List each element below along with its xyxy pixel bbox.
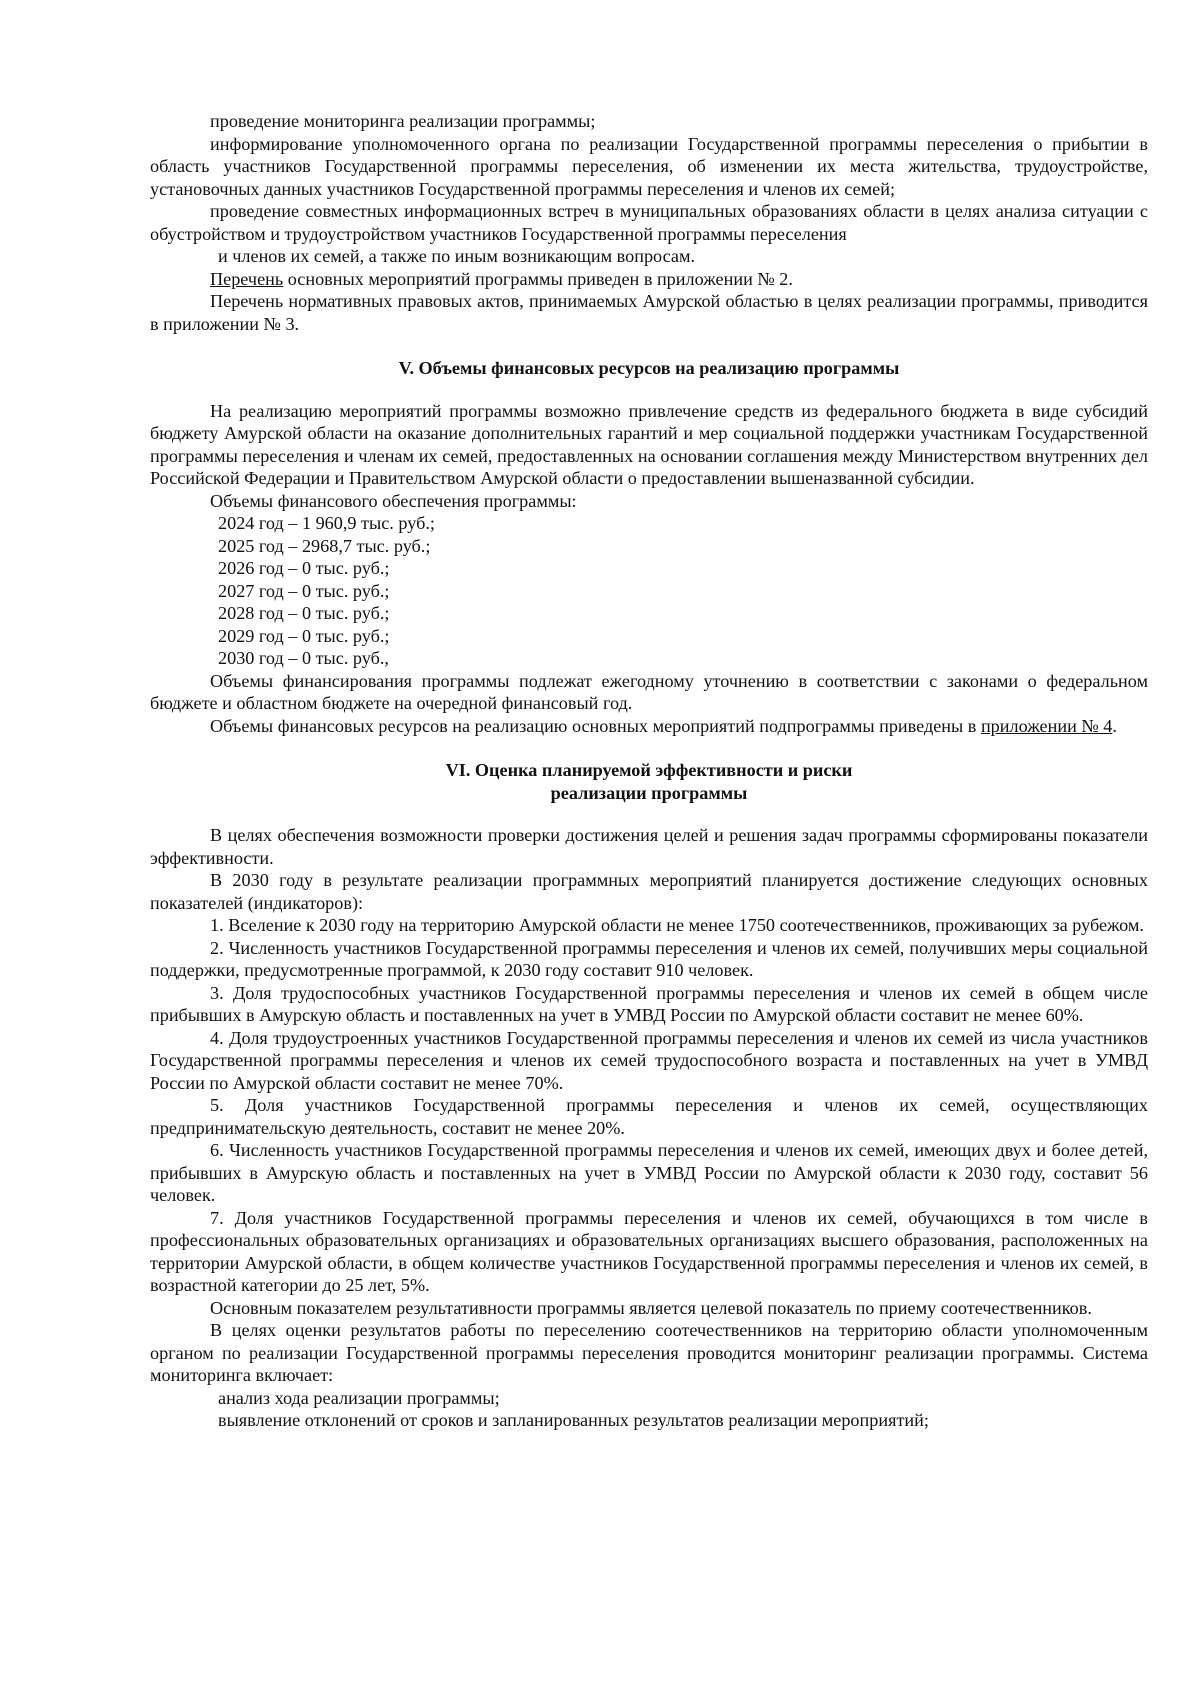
paragraph-efficiency-indicators: В целях обеспечения возможности проверки достижения целей и решения задач программы сформированы показатели эффективности.: [150, 825, 1148, 868]
paragraph-monitoring-system: В целях оценки результатов работы по переселению соотечественников на территорию области уполномоченным органом по реализации Государственной программы переселения проводится мониторинг реализации программы. Система мониторинга включает:: [150, 1320, 1148, 1385]
funding-year-item: 2027 год – 0 тыс. руб.;: [218, 580, 390, 601]
paragraph-2030-targets: В 2030 году в результате реализации программных мероприятий планируется достижение следующих основных показателей (индикаторов):: [150, 870, 1148, 913]
section-5-heading: [150, 357, 1148, 380]
paragraph-funding-intro: Объемы финансового обеспечения программы:: [210, 490, 577, 511]
monitoring-item-deviations: выявление отклонений от сроков и запланированных результатов реализации мероприятий;: [218, 1410, 929, 1430]
paragraph-funding-clarification: Объемы финансирования программы подлежат ежегодному уточнению в соответствии с законами о федеральном бюджете и областном бюджете на очередной финансовый год.: [150, 670, 1148, 713]
paragraph-informing: информирование уполномоченного органа по реализации Государственной программы переселения о прибытии в область участников Государственной программы переселения, об изменении их места жительства, трудоустройстве, установочных данных участников Государственной программы переселения и членов их семей;: [150, 133, 1148, 199]
paragraph-monitoring: проведение мониторинга реализации программы;: [210, 111, 596, 131]
link-appendix-4[interactable]: приложении № 4: [980, 715, 1113, 736]
indicator-item: 5. Доля участников Государственной программы переселения и членов их семей, осуществляющих предпринимательскую деятельность, составит не менее 20%.: [150, 1095, 1148, 1138]
indicator-list: [150, 914, 1148, 1297]
indicator-item: 3. Доля трудоспособных участников Государственной программы переселения и членов их семей в общем числе прибывших в Амурскую область и поставленных на учет в УМВД России по Амурской области составит не менее 60%.: [150, 982, 1148, 1025]
funding-year-item: 2026 год – 0 тыс. руб.;: [218, 558, 390, 578]
paragraph-meetings: проведение совместных информационных встреч в муниципальных образованиях области в целях анализа ситуации с обустройством и трудоустройством участников Государственной программы переселения: [150, 201, 1148, 244]
section-5-title: V. Объемы финансовых ресурсов на реализацию программы: [398, 358, 900, 378]
paragraph-meetings-cont: и членов их семей, а также по иным возникающим вопросам.: [218, 246, 696, 266]
monitoring-item-analysis: анализ хода реализации программы;: [218, 1387, 500, 1408]
funding-year-item: 2028 год – 0 тыс. руб.;: [218, 603, 390, 623]
section-6-title-line1: VI. Оценка планируемой эффективности и риски: [445, 760, 853, 780]
indicator-item: 1. Вселение к 2030 году на территорию Амурской области не менее 1750 соотечественников, проживающих за рубежом.: [210, 915, 1144, 935]
paragraph-federal-funds: На реализацию мероприятий программы возможно привлечение средств из федерального бюджета в виде субсидий бюджету Амурской области на оказание дополнительных гарантий и мер социальной поддержки участникам Государственной программы переселения и членам их семей, предоставленных на основании соглашения между Министерством внутренних дел Российской Федерации и Правительством Амурской области о предоставлении вышеназванной субсидии.: [150, 400, 1148, 488]
paragraph-main-indicator: Основным показателем результативности программы является целевой показатель по приему соотечественников.: [210, 1297, 1092, 1318]
funding-year-item: 2029 год – 0 тыс. руб.;: [218, 625, 390, 646]
link-perechen[interactable]: Перечень: [210, 268, 284, 289]
indicator-item: 4. Доля трудоустроенных участников Государственной программы переселения и членов их семей из числа участников Государственной программы переселения и членов их семей трудоспособного возраста и поставленных на учет в УМВД России по Амурской области составит не менее 70%.: [150, 1027, 1148, 1093]
paragraph-funding-appendix-end: .: [1112, 715, 1117, 736]
paragraph-funding-appendix: [150, 715, 1148, 738]
indicator-item: 7. Доля участников Государственной программы переселения и членов их семей, обучающихся в том числе в профессиональных образовательных организациях и образовательных организациях высшего образования, расположенных на территории Амурской области, в общем количестве участников Государственной программы переселения и членов их семей, в возрастной категории до 25 лет, 5%.: [150, 1207, 1148, 1295]
funding-year-item: 2025 год – 2968,7 тыс. руб.;: [218, 535, 431, 556]
funding-year-item: 2030 год – 0 тыс. руб.,: [218, 648, 389, 668]
indicator-item: 2. Численность участников Государственной программы переселения и членов их семей, получивших меры социальной поддержки, предусмотренные программой, к 2030 году составит 910 человек.: [150, 937, 1148, 980]
paragraph-activities-text: основных мероприятий программы приведен в приложении № 2.: [283, 268, 793, 289]
paragraph-activities-list: [150, 268, 1148, 291]
paragraph-funding-appendix-text: Объемы финансовых ресурсов на реализацию основных мероприятий подпрограммы приведены в: [210, 715, 981, 736]
indicator-item: 6. Численность участников Государственной программы переселения и членов их семей, имеющих двух и более детей, прибывших в Амурскую область и поставленных на учет в УМВД России по Амурской области к 2030 году, составит 56 человек.: [150, 1140, 1148, 1205]
funding-year-item: 2024 год – 1 960,9 тыс. руб.;: [218, 513, 435, 533]
section-6-heading: [150, 759, 1148, 804]
funding-year-list: [150, 512, 1148, 670]
section-6-title-line2: реализации программы: [550, 782, 748, 803]
paragraph-legal-acts: Перечень нормативных правовых актов, принимаемых Амурской областью в целях реализации программы, приводится в приложении № 3.: [150, 291, 1148, 334]
